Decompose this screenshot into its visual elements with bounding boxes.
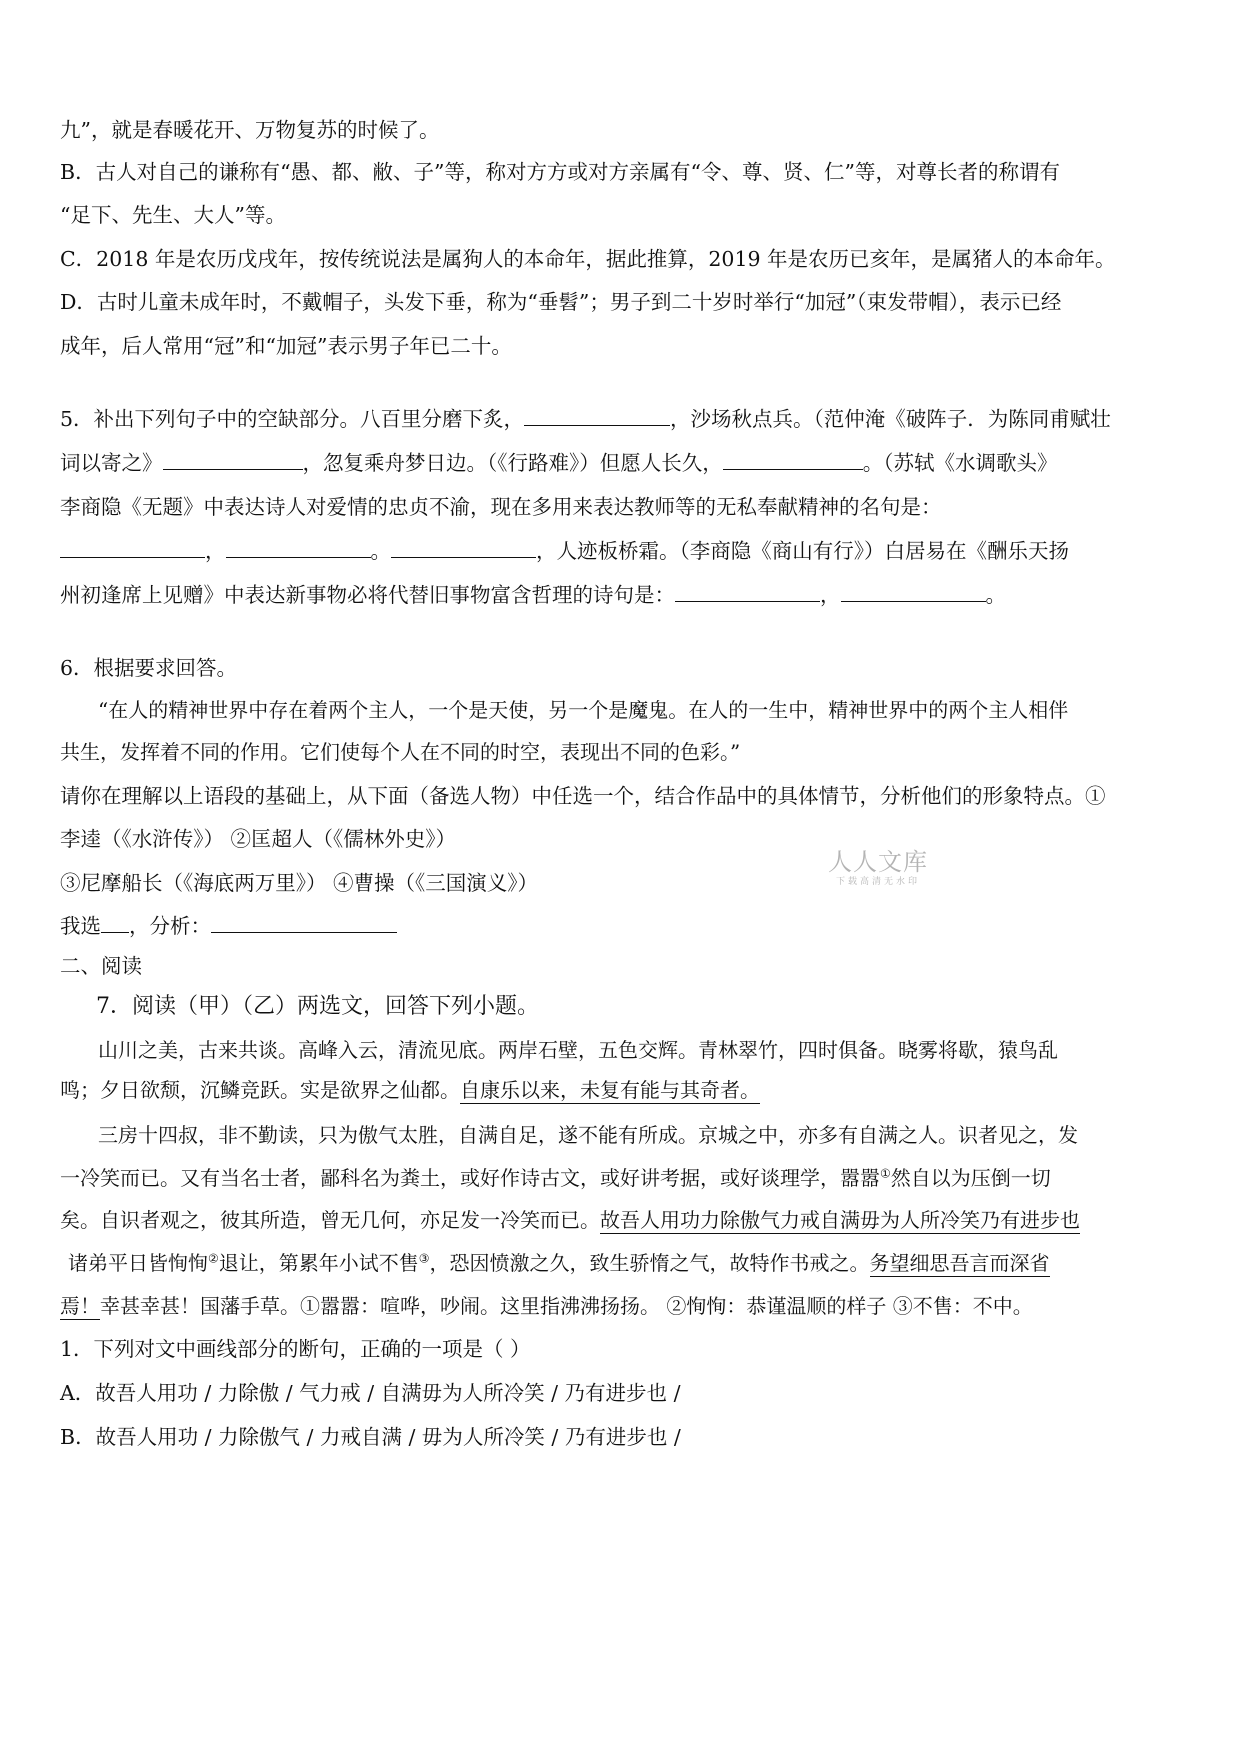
passage-text: 幸甚幸甚！国藩手草。①嚣嚣：喧哗，吵闹。这里指沸沸扬扬。 ②恂恂：恭谨温顺的样子 ③不售：不中。 bbox=[100, 1294, 1033, 1318]
section-heading: 二、阅读 bbox=[60, 954, 142, 978]
watermark-logo bbox=[818, 848, 938, 888]
q5-text: ，人迹板桥霜。（李商隐《商山有行》）白居易在《酬乐天扬 bbox=[536, 539, 1069, 563]
answer-blank[interactable] bbox=[675, 581, 820, 602]
q4-option-b-line2: “足下、先生、大人”等。 bbox=[60, 203, 286, 227]
footnote-marker: ② bbox=[208, 1251, 219, 1266]
q5-line3: 李商隐《无题》中表达诗人对爱情的忠贞不渝，现在多用来表达教师等的无私奉献精神的名句是： bbox=[60, 495, 942, 519]
q6-requirement: 请你在理解以上语段的基础上，从下面（备选人物）中任选一个，结合作品中的具体情节，分析他们的形象特点。① bbox=[60, 784, 1106, 808]
underlined-sentence: 焉！ bbox=[60, 1294, 100, 1318]
q5-line5 bbox=[60, 581, 1180, 609]
q5-text: ，沙场秋点兵。（范仲淹《破阵子．为陈同甫赋壮 bbox=[670, 407, 1111, 431]
q5-text: ， bbox=[820, 583, 841, 607]
choice-blank[interactable] bbox=[101, 912, 129, 933]
q5-text: 州初逢席上见赠》中表达新事物必将代替旧事物富含哲理的诗句是： bbox=[60, 583, 675, 607]
watermark-tagline: 下载高清无水印 bbox=[835, 877, 920, 887]
passage-yi-line5 bbox=[60, 1292, 1180, 1320]
answer-blank[interactable] bbox=[391, 537, 536, 558]
q4-option-d-line2: 成年，后人常用“冠”和“加冠”表示男子年已二十。 bbox=[60, 334, 512, 358]
passage-yi-line2 bbox=[60, 1164, 1180, 1192]
passage-yi-line3 bbox=[60, 1206, 1180, 1234]
answer-option-b[interactable]: B．故吾人用功 / 力除傲气 / 力戒自满 / 毋为人所冷笑 / 乃有进步也 / bbox=[60, 1425, 681, 1449]
q6-quote-line1: “在人的精神世界中存在着两个主人，一个是天使，另一个是魔鬼。在人的一生中，精神世界中的两个主人相伴 bbox=[98, 698, 1069, 722]
passage-yi-line1: 三房十四叔，非不勤读，只为傲气太胜，自满自足，遂不能有所成。京城之中，亦多有自满之人。识者见之，发 bbox=[98, 1123, 1078, 1147]
q4-option-b-line1: B．古人对自己的谦称有“愚、都、敝、子”等，称对方方或对方亲属有“令、尊、贤、仁”等，对尊长者的称谓有 bbox=[60, 160, 1060, 184]
q5-line2 bbox=[60, 449, 1180, 477]
q4-option-d-line1: D．古时儿童未成年时，不戴帽子，头发下垂，称为“垂髫”；男子到二十岁时举行“加冠”（束发带帽），表示已经 bbox=[60, 290, 1062, 314]
q4-line: 九”，就是春暖花开、万物复苏的时候了。 bbox=[60, 118, 440, 142]
analysis-blank[interactable] bbox=[211, 912, 397, 933]
passage-yi-line4 bbox=[68, 1249, 1180, 1277]
q4-option-c: C．2018 年是农历戊戌年，按传统说法是属狗人的本命年，据此推算，2019 年是农历已亥年，是属猪人的本命年。 bbox=[60, 247, 1116, 271]
q6-analysis-label: ，分析： bbox=[129, 914, 211, 938]
q5-text: 。（苏轼《水调歌头》 bbox=[862, 451, 1058, 475]
q5-text: 5．补出下列句子中的空缺部分。八百里分磨下炙， bbox=[60, 407, 525, 431]
q5-text: 。 bbox=[985, 583, 1006, 607]
underlined-sentence: 务望细思吾言而深省 bbox=[869, 1251, 1050, 1275]
passage-text: 然自以为压倒一切 bbox=[890, 1166, 1051, 1190]
answer-blank[interactable] bbox=[226, 537, 371, 558]
q5-line1 bbox=[60, 405, 1180, 433]
passage-text: 一冷笑而已。又有当名士者，鄙科名为粪土，或好作诗古文，或好讲考据，或好谈理学，嚣嚣 bbox=[60, 1166, 880, 1190]
answer-blank[interactable] bbox=[60, 537, 205, 558]
passage-text: 退让，第累年小试不售 bbox=[218, 1251, 419, 1275]
passage-jia-line1: 山川之美，古来共谈。高峰入云，清流见底。两岸石壁，五色交辉。青林翠竹，四时俱备。晓雾将歇，猿鸟乱 bbox=[98, 1038, 1058, 1062]
q6-choice-line bbox=[60, 912, 1180, 940]
underlined-sentence: 故吾人用功力除傲气力戒自满毋为人所冷笑乃有进步也 bbox=[600, 1208, 1080, 1232]
q5-text: 词以寄之》 bbox=[60, 451, 163, 475]
passage-text: 诸弟平日皆恂恂 bbox=[68, 1251, 208, 1275]
passage-jia-line2 bbox=[60, 1076, 1180, 1104]
passage-text: ，恐因愤激之久，致生骄惰之气，故特作书戒之。 bbox=[429, 1251, 870, 1275]
passage-text: 鸣；夕日欲颓，沉鳞竞跃。实是欲界之仙都。 bbox=[60, 1078, 460, 1102]
watermark-brand: 人人文库 bbox=[828, 848, 928, 876]
footnote-marker: ① bbox=[880, 1166, 891, 1181]
q6-choose-label: 我选 bbox=[60, 914, 101, 938]
q6-options-line2: ③尼摩船长（《海底两万里》） ④曹操（《三国演义》） bbox=[60, 871, 539, 895]
answer-blank[interactable] bbox=[723, 449, 863, 470]
q5-text: ， bbox=[205, 539, 226, 563]
q5-text: ，忽复乘舟梦日边。（《行路难》）但愿人长久， bbox=[302, 451, 723, 475]
answer-blank[interactable] bbox=[841, 581, 986, 602]
answer-blank[interactable] bbox=[524, 405, 670, 426]
q7-title: 7．阅读（甲）（乙）两选文，回答下列小题。 bbox=[96, 994, 539, 1019]
underlined-sentence: 自康乐以来，未复有能与其奇者。 bbox=[460, 1078, 760, 1102]
q5-text: 。 bbox=[370, 539, 391, 563]
q6-quote-line2: 共生，发挥着不同的作用。它们使每个人在不同的时空，表现出不同的色彩。” bbox=[60, 740, 741, 764]
footnote-marker: ③ bbox=[418, 1251, 430, 1266]
answer-option-a[interactable]: A．故吾人用功 / 力除傲 / 气力戒 / 自满毋为人所冷笑 / 乃有进步也 / bbox=[60, 1381, 681, 1405]
q6-options-line1: 李逵（《水浒传》） ②匡超人（《儒林外史》） bbox=[60, 827, 457, 851]
subquestion-title: 1．下列对文中画线部分的断句，正确的一项是（ ） bbox=[60, 1337, 531, 1361]
q6-title: 6．根据要求回答。 bbox=[60, 656, 238, 680]
q5-line4 bbox=[60, 537, 1180, 565]
passage-text: 矣。自识者观之，彼其所造，曾无几何，亦足发一冷笑而已。 bbox=[60, 1208, 600, 1232]
answer-blank[interactable] bbox=[163, 449, 303, 470]
